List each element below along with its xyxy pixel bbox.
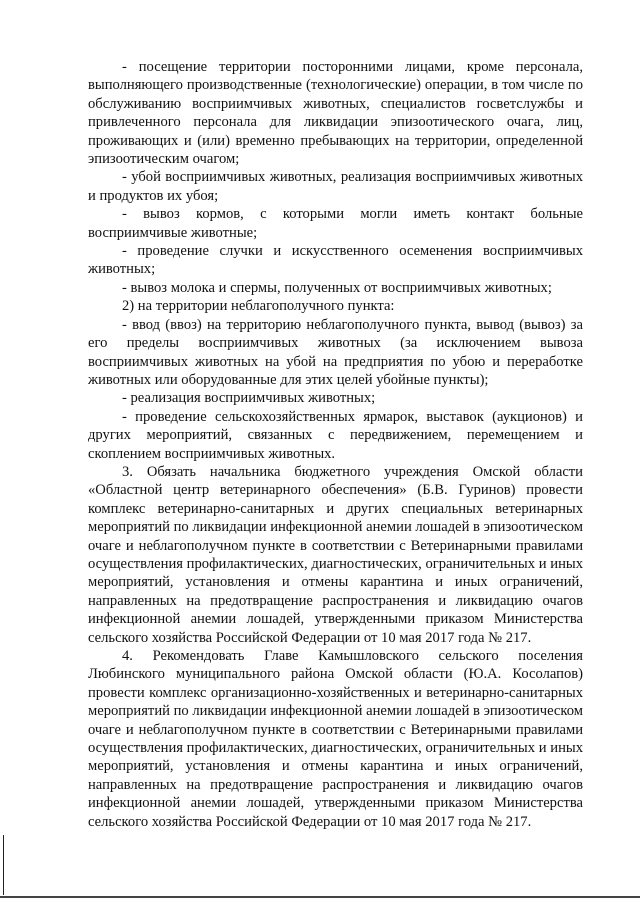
- paragraph-animal-movement: - ввод (ввоз) на территорию неблагополучного пункта, вывод (вывоз) за его пределы восприимчивых животных (за исключением вывоза восприимчивых животных на убой на предприятия по убою и переработке животных или оборудованные для этих целей убойные пункты);: [88, 316, 583, 388]
- paragraph-item-3: 3. Обязать начальника бюджетного учреждения Омской области «Областной центр ветеринарного обеспечения» (Б.В. Гуринов) провести комплекс ветеринарно-санитарных и других специальных ветеринарных мероприятий по ликвидации инфекционной анемии лошадей в эпизоотическом очаге и неблагополучном пункте в соответствии с Ветеринарными правилами осуществления профилактических, диагностических, ограничительных и иных мероприятий, установления и отмены карантина и иных ограничений, направленных на предотвращение распространения и ликвидацию очагов инфекционной анемии лошадей, утвержденными приказом Министерства сельского хозяйства Российской Федерации от 10 мая 2017 года № 217.: [88, 463, 584, 646]
- document-page: [88, 58, 583, 831]
- scan-edge-left: [3, 835, 4, 895]
- paragraph-milk-export: - вывоз молока и спермы, полученных от восприимчивых животных;: [122, 279, 552, 296]
- paragraph-unfavorable-point: 2) на территории неблагополучного пункта:: [122, 298, 395, 315]
- paragraph-animal-sale: - реализация восприимчивых животных;: [122, 390, 376, 407]
- paragraph-item-4: 4. Рекомендовать Главе Камышловского сельского поселения Любинского муниципального района Омской области (Ю.А. Косолапов) провести комплекс организационно-хозяйственных и ветеринарно-санитарных мероприятий по ликвидации инфекционной анемии лошадей в эпизоотическом очаге и неблагополучном пункте в соответствии с Ветеринарными правилами осуществления профилактических, диагностических, ограничительных и иных мероприятий, установления и отмены карантина и иных ограничений, направленных на предотвращение распространения и ликвидацию очагов инфекционной анемии лошадей, утвержденными приказом Министерства сельского хозяйства Российской Федерации от 10 мая 2017 года № 217.: [88, 648, 584, 830]
- scan-edge-bottom: [0, 896, 640, 898]
- paragraph-visit-restriction: - посещение территории посторонними лицами, кроме персонала, выполняющего производственные (технологические) операции, в том числе по обслуживанию восприимчивых животных, специалистов госветслужбы и привлеченного персонала для ликвидации эпизоотического очага, лиц, проживающих и (или) временно пребывающих на территории, определенной эпизоотическим очагом;: [88, 59, 583, 168]
- paragraph-fairs: - проведение сельскохозяйственных ярмарок, выставок (аукционов) и других мероприятий, связанных с передвижением, перемещением и скоплением восприимчивых животных.: [88, 408, 583, 462]
- paragraph-feed-export: - вывоз кормов, с которыми могли иметь контакт больные восприимчивые животные;: [88, 206, 583, 241]
- paragraph-insemination: - проведение случки и искусственного осеменения восприимчивых животных;: [88, 243, 583, 278]
- paragraph-slaughter-restriction: - убой восприимчивых животных, реализация восприимчивых животных и продуктов их убоя;: [88, 169, 583, 204]
